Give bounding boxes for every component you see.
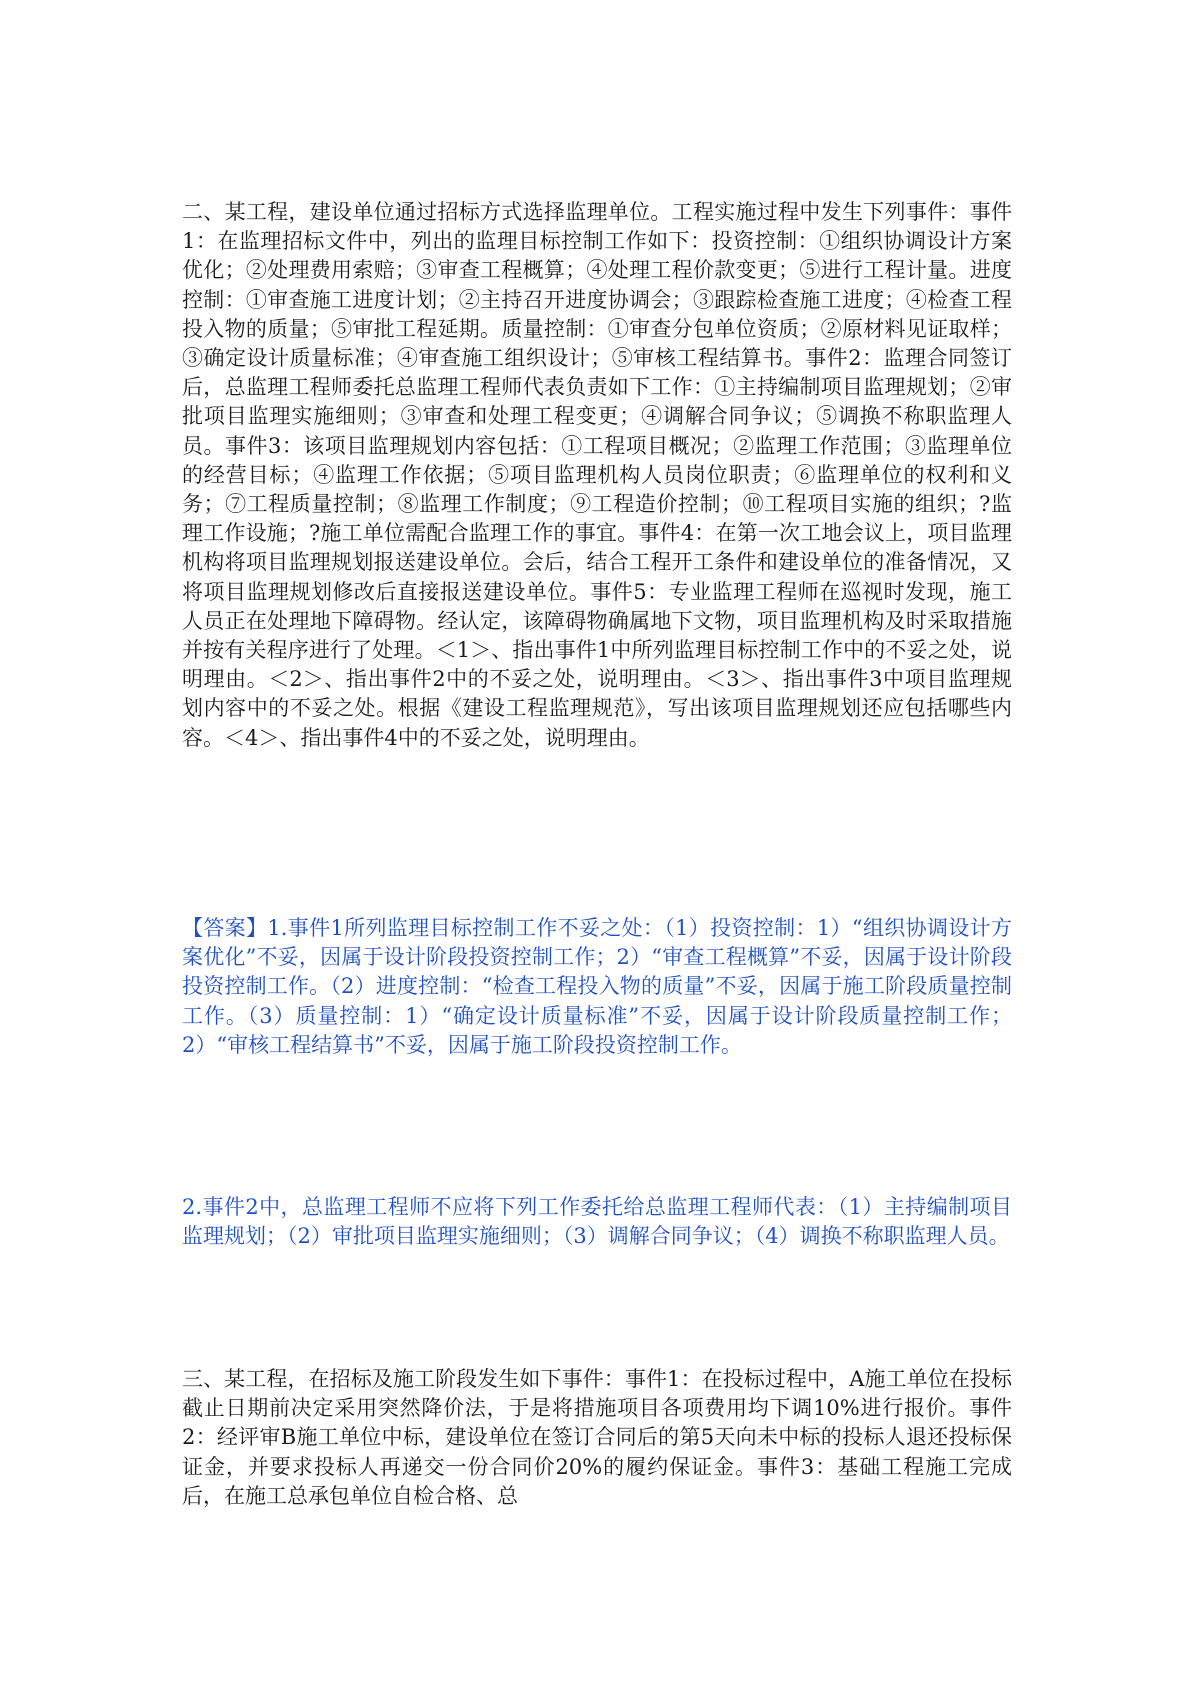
answer-2-paragraph: 2.事件2中，总监理工程师不应将下列工作委托给总监理工程师代表：（1）主持编制项目监理规划；（2）审批项目监理实施细则；（3）调解合同争议；（4）调换不称职监理人员。	[182, 1195, 1012, 1249]
question-3-paragraph: 三、某工程，在招标及施工阶段发生如下事件：事件1：在投标过程中，A施工单位在投标截止日期前决定采用突然降价法，于是将措施项目各项费用均下调10%进行报价。事件2：经评审B施工单位中标，建设单位在签订合同后的第5天向未中标的投标人退还投标保证金，并要求投标人再递交一份合同价20%的履约保证金。事件3：基础工程施工完成后，在施工总承包单位自检合格、总	[182, 1367, 1012, 1508]
answer-1-paragraph: 【答案】1.事件1所列监理目标控制工作不妥之处：（1）投资控制：1）“组织协调设计方案优化”不妥，因属于设计阶段投资控制工作；2）“审查工程概算”不妥，因属于设计阶段投资控制工作。（2）进度控制：“检查工程投入物的质量”不妥，因属于施工阶段质量控制工作。（3）质量控制：1）“确定设计质量标准”不妥，因属于设计阶段质量控制工作；2）“审核工程结算书”不妥，因属于施工阶段投资控制工作。	[182, 916, 1012, 1057]
question-2-paragraph: 二、某工程，建设单位通过招标方式选择监理单位。工程实施过程中发生下列事件：事件1：在监理招标文件中，列出的监理目标控制工作如下：投资控制：①组织协调设计方案优化；②处理费用索赔；③审查工程概算；④处理工程价款变更；⑤进行工程计量。进度控制：①审查施工进度计划；②主持召开进度协调会；③跟踪检查施工进度；④检查工程投入物的质量；⑤审批工程延期。质量控制：①审查分包单位资质；②原材料见证取样；③确定设计质量标准；④审查施工组织设计；⑤审核工程结算书。事件2：监理合同签订后，总监理工程师委托总监理工程师代表负责如下工作：①主持编制项目监理规划；②审批项目监理实施细则；③审查和处理工程变更；④调解合同争议；⑤调换不称职监理人员。事件3：该项目监理规划内容包括：①工程项目概况；②监理工作范围；③监理单位的经营目标；④监理工作依据；⑤项目监理机构人员岗位职责；⑥监理单位的权利和义务；⑦工程质量控制；⑧监理工作制度；⑨工程造价控制；⑩工程项目实施的组织；?监理工作设施；?施工单位需配合监理工作的事宜。事件4：在第一次工地会议上，项目监理机构将项目监理规划报送建设单位。会后，结合工程开工条件和建设单位的准备情况，又将项目监理规划修改后直接报送建设单位。事件5：专业监理工程师在巡视时发现，施工人员正在处理地下障碍物。经认定，该障碍物确属地下文物，项目监理机构及时采取措施并按有关程序进行了处理。＜1＞、指出事件1中所列监理目标控制工作中的不妥之处，说明理由。＜2＞、指出事件2中的不妥之处，说明理由。＜3＞、指出事件3中项目监理规划内容中的不妥之处。根据《建设工程监理规范》，写出该项目监理规划还应包括哪些内容。＜4＞、指出事件4中的不妥之处，说明理由。	[182, 200, 1012, 750]
